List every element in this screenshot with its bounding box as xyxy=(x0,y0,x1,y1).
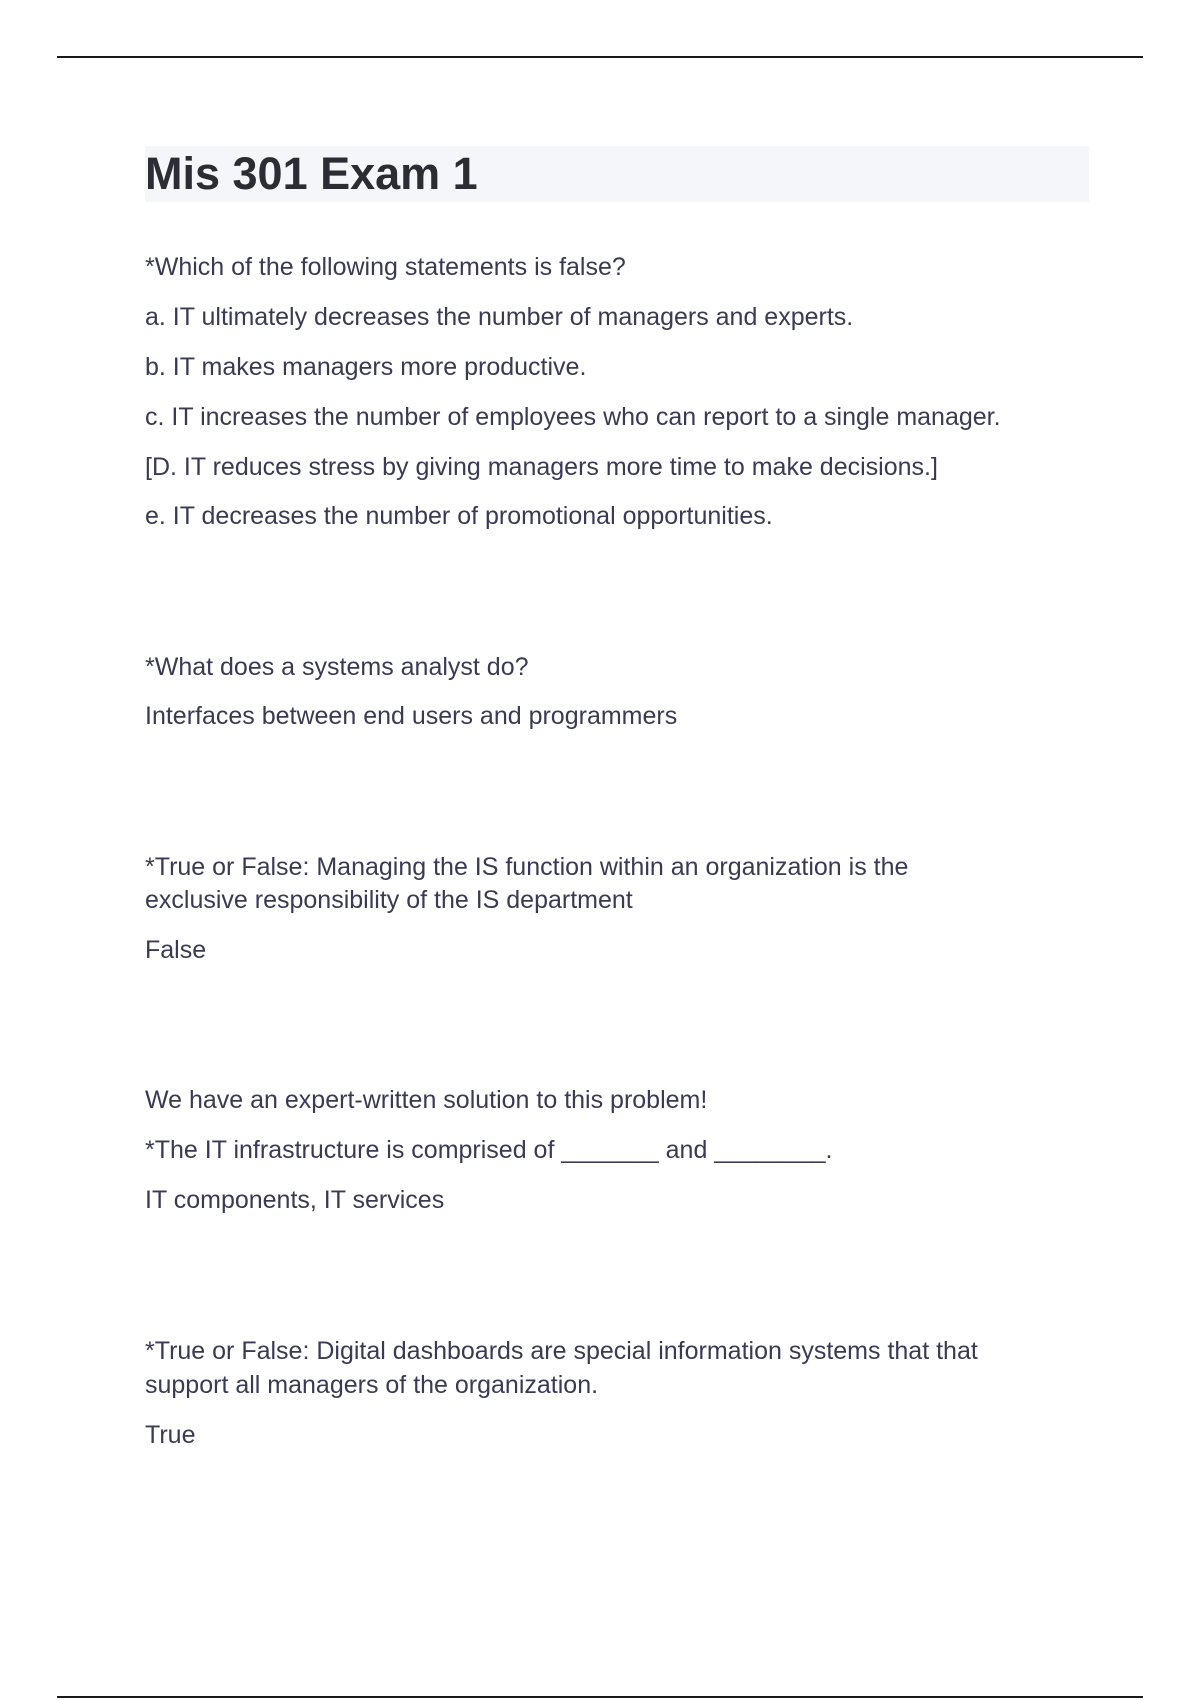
question-5-prompt-line-1: *True or False: Digital dashboards are special information systems that that xyxy=(145,1337,978,1365)
question-1-option-e: e. IT decreases the number of promotional opportunities. xyxy=(145,502,773,530)
expert-solution-notice: We have an expert-written solution to this problem! xyxy=(145,1086,708,1114)
question-3-prompt-line-1: *True or False: Managing the IS function within an organization is the xyxy=(145,853,909,881)
top-rule xyxy=(57,56,1143,58)
question-5-answer: True xyxy=(145,1421,196,1449)
document-title: Mis 301 Exam 1 xyxy=(145,148,478,199)
question-2-answer: Interfaces between end users and programmers xyxy=(145,702,678,730)
question-2-prompt: *What does a systems analyst do? xyxy=(145,653,529,681)
question-3-answer: False xyxy=(145,936,207,964)
question-1-option-b: b. IT makes managers more productive. xyxy=(145,353,587,381)
question-1-prompt: *Which of the following statements is false? xyxy=(145,253,626,281)
bottom-rule xyxy=(57,1696,1143,1698)
question-3-prompt-line-2: exclusive responsibility of the IS department xyxy=(145,886,633,914)
question-4-prompt: *The IT infrastructure is comprised of _______ and ________. xyxy=(145,1136,833,1164)
question-5-prompt-line-2: support all managers of the organization. xyxy=(145,1371,599,1399)
question-4-answer: IT components, IT services xyxy=(145,1186,445,1214)
question-1-option-d: [D. IT reduces stress by giving managers more time to make decisions.] xyxy=(145,453,938,481)
question-1-option-a: a. IT ultimately decreases the number of managers and experts. xyxy=(145,303,854,331)
question-1-option-c: c. IT increases the number of employees who can report to a single manager. xyxy=(145,403,1001,431)
